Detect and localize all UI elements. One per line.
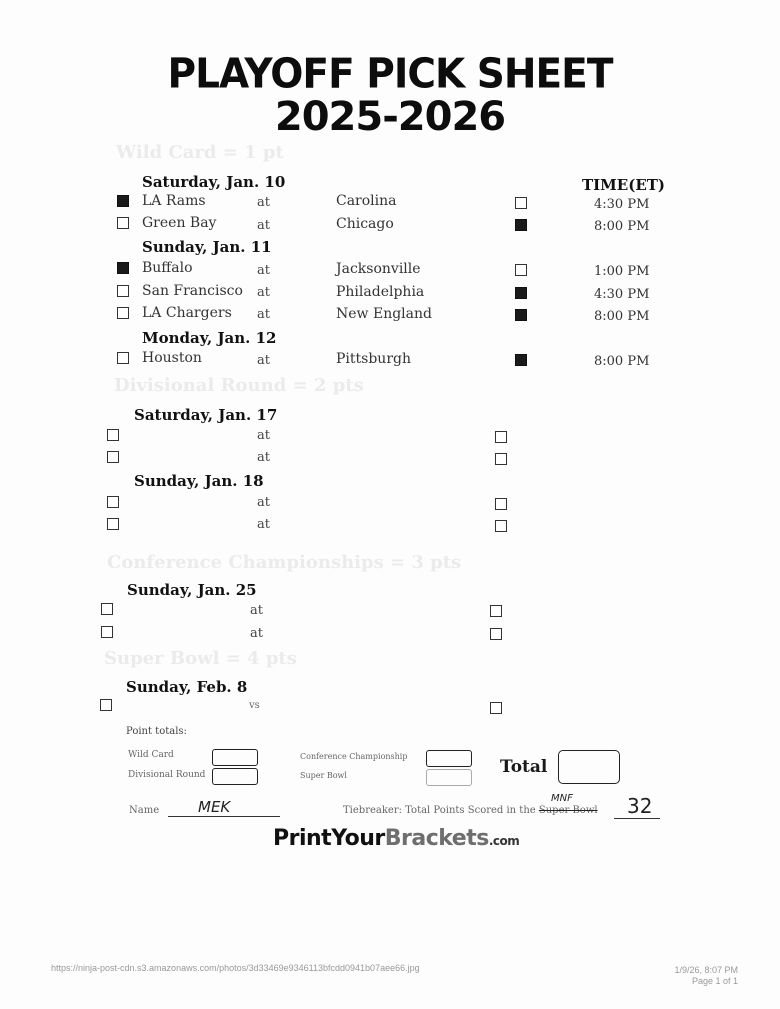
- pick-checkbox-home[interactable]: [495, 520, 507, 532]
- tiebreaker-label: [343, 805, 598, 816]
- pick-checkbox-home[interactable]: [515, 219, 527, 231]
- away-team: Buffalo: [142, 260, 193, 276]
- pick-checkbox-away[interactable]: [107, 451, 119, 463]
- away-team: LA Rams: [142, 193, 206, 209]
- sheet-title: PLAYOFF PICK SHEET: [167, 50, 613, 99]
- superbowl-total-box[interactable]: [426, 769, 472, 786]
- at-separator: at: [257, 307, 270, 322]
- pick-checkbox-home[interactable]: [495, 498, 507, 510]
- home-team: Philadelphia: [336, 284, 425, 300]
- day-heading: Sunday, Feb. 8: [126, 678, 248, 696]
- day-heading: Sunday, Jan. 18: [134, 472, 264, 490]
- tiebreaker-underline: [614, 818, 660, 819]
- name-underline: [168, 816, 280, 817]
- pick-checkbox-away[interactable]: [117, 307, 129, 319]
- tiebreaker-label-text: Tiebreaker: Total Points Scored in the: [343, 805, 536, 816]
- at-separator: at: [257, 450, 270, 465]
- footer-url: https://ninja-post-cdn.s3.amazonaws.com/photos/3d33469e9346113bfcdd0941b07aee66.jpg: [51, 963, 420, 973]
- away-team: Green Bay: [142, 215, 217, 231]
- logo-part3: .com: [488, 834, 520, 848]
- conference-total-box[interactable]: [426, 750, 472, 767]
- day-heading: Sunday, Jan. 25: [127, 581, 257, 599]
- footer-date: 1/9/26, 8:07 PM: [674, 965, 738, 975]
- home-team: Carolina: [336, 193, 397, 209]
- game-time: 1:00 PM: [594, 264, 650, 279]
- pick-checkbox-away[interactable]: [117, 285, 129, 297]
- game-time: 4:30 PM: [594, 287, 650, 302]
- sheet-season: 2025-2026: [274, 94, 506, 140]
- round-heading-wildcard: Wild Card = 1 pt: [116, 142, 284, 163]
- away-team: San Francisco: [142, 283, 243, 299]
- pick-checkbox-away[interactable]: [101, 626, 113, 638]
- pick-checkbox-away[interactable]: [107, 518, 119, 530]
- round-heading-superbowl: Super Bowl = 4 pts: [104, 648, 297, 669]
- pick-checkbox-away[interactable]: [117, 262, 129, 274]
- at-separator: at: [257, 517, 270, 532]
- grand-total-label: Total: [500, 757, 548, 777]
- tiebreaker-value[interactable]: 32: [627, 794, 653, 818]
- pick-checkbox-home[interactable]: [515, 354, 527, 366]
- at-separator: at: [257, 428, 270, 443]
- at-separator: at: [257, 218, 270, 233]
- wildcard-total-box[interactable]: [212, 749, 258, 766]
- at-separator: at: [257, 195, 270, 210]
- pick-checkbox-home[interactable]: [495, 431, 507, 443]
- logo-part1: PrintYour: [273, 826, 385, 851]
- wildcard-total-label: Wild Card: [128, 750, 174, 760]
- day-heading: Saturday, Jan. 17: [134, 406, 278, 424]
- game-time: 8:00 PM: [594, 354, 650, 369]
- pick-checkbox-away[interactable]: [117, 195, 129, 207]
- tiebreaker-handwritten-correction: MNF: [551, 793, 573, 804]
- at-separator: at: [257, 495, 270, 510]
- pick-checkbox-away[interactable]: [117, 217, 129, 229]
- pick-checkbox-away[interactable]: [107, 496, 119, 508]
- round-heading-conference: Conference Championships = 3 pts: [107, 552, 462, 573]
- pick-checkbox-home[interactable]: [515, 309, 527, 321]
- time-header: TIME(ET): [582, 176, 666, 194]
- pick-checkbox-away[interactable]: [117, 352, 129, 364]
- day-heading: Saturday, Jan. 10: [142, 173, 286, 191]
- game-time: 8:00 PM: [594, 219, 650, 234]
- home-team: Pittsburgh: [336, 351, 411, 367]
- pick-checkbox-home[interactable]: [490, 605, 502, 617]
- pick-checkbox-away[interactable]: [101, 603, 113, 615]
- home-team: Chicago: [336, 216, 394, 232]
- logo-part2: Brackets: [384, 826, 489, 851]
- pick-checkbox-away[interactable]: [100, 699, 112, 711]
- pick-checkbox-home[interactable]: [515, 287, 527, 299]
- round-heading-divisional: Divisional Round = 2 pts: [114, 375, 364, 396]
- home-team: Jacksonville: [336, 261, 421, 277]
- pick-checkbox-home[interactable]: [515, 264, 527, 276]
- day-heading: Sunday, Jan. 11: [142, 238, 272, 256]
- name-value[interactable]: MEK: [198, 798, 231, 816]
- at-separator: at: [250, 603, 263, 618]
- conference-total-label: Conference Championship: [300, 752, 408, 761]
- point-totals-heading: Point totals:: [126, 726, 187, 737]
- away-team: LA Chargers: [142, 305, 232, 321]
- away-team: Houston: [142, 350, 202, 366]
- vs-separator: vs: [249, 700, 260, 711]
- name-label: Name: [129, 805, 160, 816]
- footer-page: Page 1 of 1: [691, 976, 738, 986]
- grand-total-box[interactable]: [558, 750, 620, 784]
- pick-checkbox-home[interactable]: [495, 453, 507, 465]
- pick-checkbox-home[interactable]: [490, 628, 502, 640]
- divisional-total-box[interactable]: [212, 768, 258, 785]
- tiebreaker-struck-text: Super Bowl: [538, 805, 598, 816]
- pick-checkbox-home[interactable]: [490, 702, 502, 714]
- home-team: New England: [336, 306, 432, 322]
- game-time: 8:00 PM: [594, 309, 650, 324]
- pick-checkbox-home[interactable]: [515, 197, 527, 209]
- printyourbrackets-logo: [273, 826, 519, 851]
- at-separator: at: [250, 626, 263, 641]
- at-separator: at: [257, 353, 270, 368]
- day-heading: Monday, Jan. 12: [142, 329, 277, 347]
- at-separator: at: [257, 263, 270, 278]
- divisional-total-label: Divisional Round: [128, 770, 206, 780]
- at-separator: at: [257, 285, 270, 300]
- pick-checkbox-away[interactable]: [107, 429, 119, 441]
- superbowl-total-label: Super Bowl: [300, 771, 347, 780]
- game-time: 4:30 PM: [594, 197, 650, 212]
